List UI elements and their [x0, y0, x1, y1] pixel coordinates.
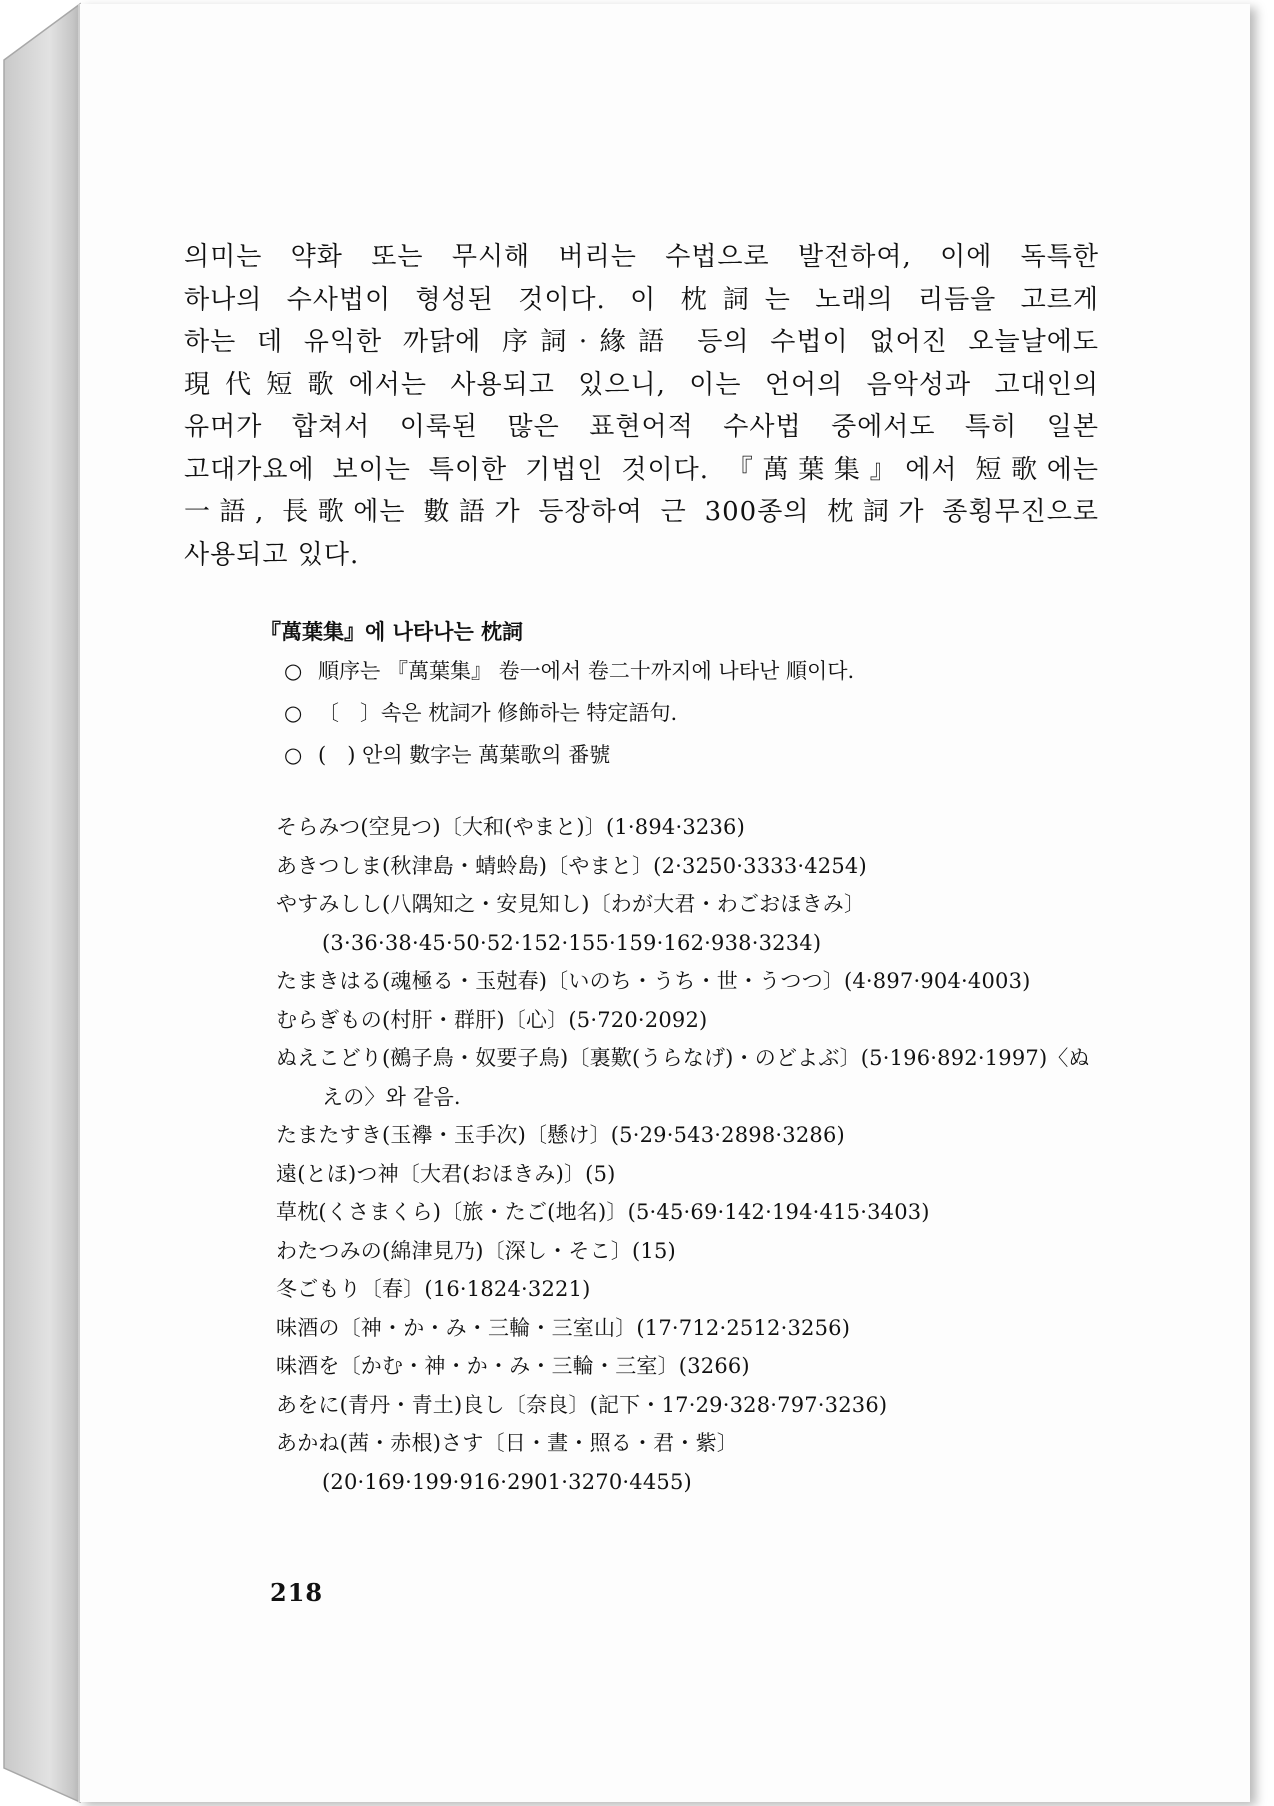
section-heading: 『萬葉集』에 나타나는 枕詞: [260, 620, 524, 644]
body-line: 一語, 長歌에는 數語가 등장하여 근 300종의 枕詞가 종횡무진으로: [184, 497, 1099, 527]
list-item: 草枕(くさまくら)〔旅・たご(地名)〕(5·45·69·142·194·415·3403): [276, 1200, 930, 1224]
list-item: ぬえこどり(鵺子鳥・奴要子鳥)〔裏歎(うらなげ)・のどよぶ〕(5·196·892·1997)〈ぬえの〉와 같음.: [276, 1046, 1090, 1109]
body-line: 現代短歌에서는 사용되고 있으니, 이는 언어의 음악성과 고대인의: [184, 369, 1099, 400]
note-item: [284, 692, 1084, 734]
circle-bullet-icon: ○: [284, 659, 303, 683]
list-item: 遠(とほ)つ神〔大君(おほきみ)〕(5): [276, 1161, 616, 1186]
page-number: 218: [270, 1578, 324, 1607]
list-item: あきつしま(秋津島・蜻蛉島)〔やまと〕(2·3250·3333·4254): [276, 853, 867, 878]
list-item: 味酒を〔かむ・神・か・み・三輪・三室〕(3266): [276, 1354, 750, 1378]
list-item: 味酒の〔神・か・み・三輪・三室山〕(17·712·2512·3256): [276, 1315, 851, 1340]
book-edge-shape: [0, 0, 86, 1806]
body-paragraph: [184, 236, 1099, 576]
body-line: 의미는 약화 또는 무시해 버리는 수법으로 발전하여, 이에 독특한: [184, 242, 1099, 272]
circle-bullet-icon: ○: [284, 743, 303, 767]
body-line: 고대가요에 보이는 특이한 기법인 것이다. 『萬葉集』에서 短歌에는: [184, 454, 1099, 485]
list-item: わたつみの(綿津見乃)〔深し・そこ〕(15): [276, 1238, 676, 1263]
list-item: たまたすき(玉襷・玉手次)〔懸け〕(5·29·543·2898·3286): [276, 1123, 845, 1147]
makurakotoba-section: [184, 614, 1084, 776]
list-item: たまきはる(魂極る・玉尅春)〔いのち・うち・世・うつつ〕(4·897·904·4003): [276, 969, 1031, 993]
note-item: [284, 734, 1084, 776]
body-line: 하나의 수사법이 형성된 것이다. 이 枕詞는 노래의 리듬을 고르게: [184, 284, 1099, 315]
notes-list: [184, 650, 1084, 776]
note-item: [284, 650, 1084, 692]
body-line: 하는 데 유익한 까닭에 序詞·緣語 등의 수법이 없어진 오늘날에도: [184, 327, 1099, 357]
list-item: あかね(茜・赤根)さす〔日・晝・照る・君・紫〕(20·169·199·916·2901·3270·4455): [276, 1431, 738, 1494]
list-item: 冬ごもり〔春〕(16·1824·3221): [276, 1277, 591, 1301]
list-item: そらみつ(空見つ)〔大和(やまと)〕(1·894·3236): [276, 815, 745, 839]
note-text: ( ) 안의 數字는 萬葉歌의 番號: [318, 743, 611, 767]
note-text: 順序는 『萬葉集』 卷一에서 卷二十까지에 나타난 順이다.: [318, 659, 855, 683]
note-text: 〔 〕속은 枕詞가 修飾하는 特定語句.: [318, 701, 678, 725]
makurakotoba-list: [276, 808, 1096, 1501]
list-item: むらぎもの(村肝・群肝)〔心〕(5·720·2092): [276, 1007, 708, 1032]
list-item: あをに(青丹・青土)良し〔奈良〕(記下・17·29·328·797·3236): [276, 1392, 888, 1417]
book-edge: [0, 0, 86, 1806]
body-line: 유머가 합쳐서 이룩된 많은 표현어적 수사법 중에서도 특히 일본: [184, 412, 1099, 442]
circle-bullet-icon: ○: [284, 701, 303, 725]
body-line: 사용되고 있다.: [184, 539, 360, 570]
list-item: やすみしし(八隅知之・安見知し)〔わが大君・わごおほきみ〕(3·36·38·45·50·52·152·155·159·162·938·3234): [276, 892, 866, 955]
